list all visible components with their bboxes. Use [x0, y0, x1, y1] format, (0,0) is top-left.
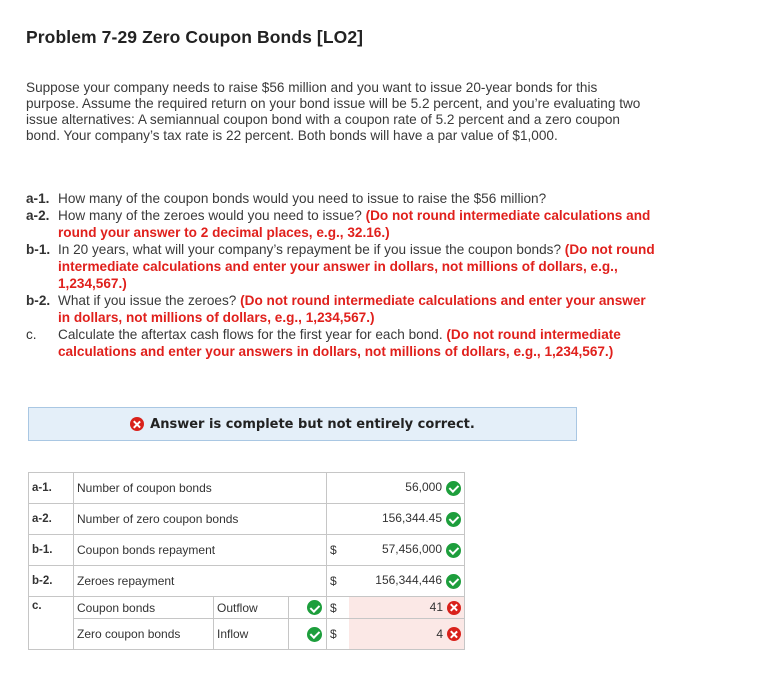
answer-status-banner [28, 407, 577, 441]
incorrect-icon [447, 627, 461, 641]
answer-value: 156,344,446 [375, 573, 442, 588]
currency-symbol [327, 504, 349, 535]
currency-symbol: $ [327, 566, 349, 597]
answer-value: 4 [436, 626, 443, 641]
incorrect-icon [130, 417, 144, 431]
table-row [29, 473, 465, 504]
question-a2 [26, 207, 656, 241]
problem-title: Problem 7-29 Zero Coupon Bonds [LO2] [26, 27, 364, 47]
answer-value: 56,000 [405, 480, 442, 495]
problem-intro: Suppose your company needs to raise $56 million and you want to issue 20-year bonds for this purpose. Assume the required return on your bond issue will be 5.2 percent, and you’re evaluating two issue alternatives: A semiannual coupon bond with a coupon rate of 5.2 percent and a zero coupon bond. Your company’s tax rate is 22 percent. Both bonds will have a par value of $1,000. [26, 80, 641, 143]
table-row [29, 504, 465, 535]
answer-input[interactable] [349, 504, 465, 535]
flow-select[interactable] [214, 619, 289, 650]
question-text: In 20 years, what will your company’s repayment be if you issue the coupon bonds? (Do not round intermediate calculations and enter your answer in dollars, not millions of dollars, e.g., 1,234,567.) [58, 242, 655, 291]
question-label: b-1. [26, 242, 51, 257]
row-label: a-2. [29, 504, 74, 535]
row-label: a-1. [29, 473, 74, 504]
question-a1 [26, 190, 656, 207]
answer-value: 57,456,000 [381, 542, 442, 557]
row-description: Zeroes repayment [74, 566, 327, 597]
answer-value: 156,344.45 [381, 511, 442, 526]
row-label: c. [29, 597, 74, 650]
row-label: b-2. [29, 566, 74, 597]
question-instruction: (Do not round intermediate calculations and enter your answers in dollars, not millions of dollars, e.g., 1,234,567.) [58, 327, 621, 359]
question-text: What if you issue the zeroes? (Do not round intermediate calculations and enter your answer in dollars, not millions of dollars, e.g., 1,234,567.) [58, 293, 646, 325]
flow-value: Inflow [217, 627, 249, 641]
question-text: Calculate the aftertax cash flows for the first year for each bond. (Do not round intermediate calculations and enter your answers in dollars, not millions of dollars, e.g., 1,234,567.) [58, 327, 621, 359]
correct-check-icon [446, 481, 461, 496]
answer-input[interactable] [349, 566, 465, 597]
currency-symbol: $ [327, 597, 349, 619]
incorrect-icon [447, 601, 461, 615]
table-row [29, 619, 465, 650]
currency-symbol: $ [327, 535, 349, 566]
answer-table [28, 472, 465, 650]
question-instruction: (Do not round intermediate calculations and enter your answer in dollars, not millions of dollars, e.g., 1,234,567.) [58, 242, 655, 291]
question-text: How many of the zeroes would you need to issue? (Do not round intermediate calculations and round your answer to 2 decimal places, e.g., 32.16.) [58, 208, 651, 240]
flow-status [289, 597, 327, 619]
flow-status [289, 619, 327, 650]
table-row [29, 566, 465, 597]
question-label: a-1. [26, 191, 50, 206]
question-text: How many of the coupon bonds would you need to issue to raise the $56 million? [58, 191, 547, 206]
question-instruction: (Do not round intermediate calculations and enter your answer in dollars, not millions of dollars, e.g., 1,234,567.) [58, 293, 646, 325]
correct-check-icon [446, 574, 461, 589]
row-description: Zero coupon bonds [74, 619, 214, 650]
answer-value: 41 [429, 600, 443, 615]
answer-input[interactable] [349, 597, 465, 619]
row-description: Coupon bonds [74, 597, 214, 619]
correct-check-icon [446, 512, 461, 527]
correct-check-icon [307, 600, 322, 615]
row-label: b-1. [29, 535, 74, 566]
table-row [29, 535, 465, 566]
correct-check-icon [446, 543, 461, 558]
row-description: Number of zero coupon bonds [74, 504, 327, 535]
currency-symbol: $ [327, 619, 349, 650]
question-b2 [26, 292, 656, 326]
row-description: Coupon bonds repayment [74, 535, 327, 566]
question-label: c. [26, 327, 37, 342]
flow-value: Outflow [217, 600, 258, 615]
question-b1 [26, 241, 656, 292]
answer-input[interactable] [349, 535, 465, 566]
flow-select[interactable] [214, 597, 289, 619]
row-description: Number of coupon bonds [74, 473, 327, 504]
question-label: b-2. [26, 293, 51, 308]
question-c [26, 326, 656, 360]
currency-symbol [327, 473, 349, 504]
question-instruction: (Do not round intermediate calculations and round your answer to 2 decimal places, e.g., 32.16.) [58, 208, 651, 240]
question-list [26, 190, 656, 360]
answer-input[interactable] [349, 619, 465, 650]
question-label: a-2. [26, 208, 50, 223]
banner-text: Answer is complete but not entirely correct. [150, 416, 475, 432]
table-row [29, 597, 465, 619]
answer-input[interactable] [349, 473, 465, 504]
correct-check-icon [307, 627, 322, 642]
